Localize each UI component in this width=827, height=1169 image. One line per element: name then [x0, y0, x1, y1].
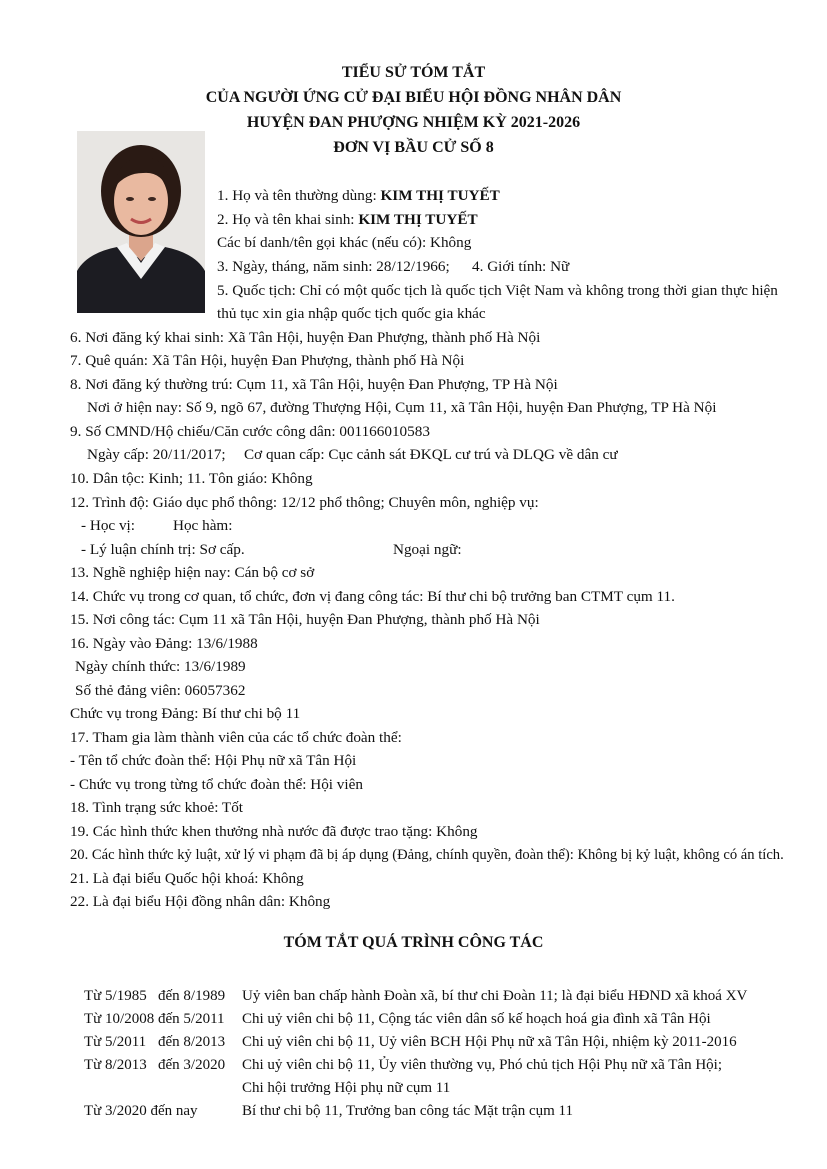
portrait-illustration — [77, 131, 205, 313]
bio-party-card: Số thẻ đảng viên: 06057362 — [75, 682, 246, 699]
bio-aliases: Các bí danh/tên gọi khác (nếu có): Không — [217, 234, 472, 251]
work-row-to: đến 3/2020 — [158, 1057, 226, 1073]
work-row-to: đến 8/1989 — [158, 988, 226, 1004]
bio-birth-registration: 6. Nơi đăng ký khai sinh: Xã Tân Hội, huyện Đan Phượng, thành phố Hà Nội — [70, 329, 541, 346]
bio-id-number: 9. Số CMND/Hộ chiếu/Căn cước công dân: 001166010583 — [70, 423, 430, 440]
bio-party-position: Chức vụ trong Đảng: Bí thư chi bộ 11 — [70, 705, 301, 722]
bio-id-issue-date: Ngày cấp: 20/11/2017; — [87, 446, 226, 463]
work-row-from: Từ 3/2020 đến nay — [84, 1103, 198, 1119]
work-row-from: Từ 10/2008 — [84, 1011, 155, 1027]
bio-birth-name-label: 2. Họ và tên khai sinh: — [217, 211, 359, 228]
work-row-desc: Chi uỷ viên chi bộ 11, Uỷ viên BCH Hội Phụ nữ xã Tân Hội, nhiệm kỳ 2011-2016 — [242, 1034, 737, 1050]
bio-political-theory: - Lý luận chính trị: Sơ cấp. — [81, 541, 245, 558]
doc-title: TIỂU SỬ TÓM TẮT — [341, 64, 486, 81]
bio-common-name — [217, 186, 500, 206]
work-row-to: đến 5/2011 — [158, 1011, 225, 1027]
bio-foreign-language: Ngoại ngữ: — [393, 541, 462, 558]
bio-peoples-council: 22. Là đại biểu Hội đồng nhân dân: Không — [70, 893, 331, 910]
bio-common-name-label: 1. Họ và tên thường dùng: — [217, 187, 381, 204]
bio-organization-name: - Tên tổ chức đoàn thể: Hội Phụ nữ xã Tân Hội — [70, 752, 357, 769]
work-row-desc-cont: Chi hội trưởng Hội phụ nữ cụm 11 — [242, 1080, 451, 1096]
work-row-from: Từ 8/2013 — [84, 1057, 147, 1073]
bio-birth-name — [217, 210, 478, 230]
bio-position: 14. Chức vụ trong cơ quan, tổ chức, đơn vị đang công tác: Bí thư chi bộ trưởng ban CTMT cụm 11. — [70, 588, 675, 605]
work-row-to: đến 8/2013 — [158, 1034, 226, 1050]
work-row-desc: Chi uỷ viên chi bộ 11, Ủy viên thường vụ, Phó chủ tịch Hội Phụ nữ xã Tân Hội; — [242, 1057, 722, 1073]
bio-awards: 19. Các hình thức khen thưởng nhà nước đã được trao tặng: Không — [70, 823, 478, 840]
bio-national-assembly: 21. Là đại biểu Quốc hội khoá: Không — [70, 870, 304, 887]
doc-subtitle-1: CỦA NGƯỜI ỨNG CỬ ĐẠI BIỂU HỘI ĐỒNG NHÂN DÂN — [205, 89, 622, 106]
work-row-from: Từ 5/1985 — [84, 988, 147, 1004]
portrait-photo — [77, 131, 205, 313]
bio-degree: - Học vị: — [81, 517, 135, 534]
bio-nationality-cont: thủ tục xin gia nhập quốc tịch quốc gia khác — [217, 305, 486, 322]
work-row-from: Từ 5/2011 — [84, 1034, 147, 1050]
bio-hometown: 7. Quê quán: Xã Tân Hội, huyện Đan Phượng, thành phố Hà Nội — [70, 352, 465, 369]
doc-subtitle-2: HUYỆN ĐAN PHƯỢNG NHIỆM KỲ 2021-2026 — [246, 114, 581, 131]
work-row-desc: Uỷ viên ban chấp hành Đoàn xã, bí thư chi Đoàn 11; là đại biểu HĐND xã khoá XV — [242, 988, 748, 1004]
bio-ethnicity-religion: 10. Dân tộc: Kinh; 11. Tôn giáo: Không — [70, 470, 313, 487]
bio-organizations: 17. Tham gia làm thành viên của các tổ chức đoàn thể: — [70, 729, 402, 746]
work-row-desc: Bí thư chi bộ 11, Trưởng ban công tác Mặt trận cụm 11 — [242, 1103, 573, 1119]
bio-health: 18. Tình trạng sức khoẻ: Tốt — [70, 799, 244, 816]
bio-education: 12. Trình độ: Giáo dục phổ thông: 12/12 phổ thông; Chuyên môn, nghiệp vụ: — [70, 494, 539, 511]
bio-academic-title: Học hàm: — [173, 517, 233, 534]
bio-occupation: 13. Nghề nghiệp hiện nay: Cán bộ cơ sở — [70, 564, 315, 581]
doc-subtitle-3: ĐƠN VỊ BẦU CỬ SỐ 8 — [333, 139, 494, 156]
bio-common-name-value: KIM THỊ TUYẾT — [380, 187, 500, 204]
bio-birthdate: 3. Ngày, tháng, năm sinh: 28/12/1966; — [217, 258, 450, 275]
bio-id-issuer: Cơ quan cấp: Cục cảnh sát ĐKQL cư trú và DLQG về dân cư — [244, 446, 618, 463]
work-history-title: TÓM TẮT QUÁ TRÌNH CÔNG TÁC — [283, 934, 544, 951]
bio-birth-name-value: KIM THỊ TUYẾT — [358, 211, 478, 228]
bio-discipline: 20. Các hình thức kỷ luật, xử lý vi phạm đã bị áp dụng (Đảng, chính quyền, đoàn thể): Không bị kỷ luật, không có án tích. — [70, 847, 784, 863]
bio-party-join-date: 16. Ngày vào Đảng: 13/6/1988 — [70, 635, 258, 652]
bio-organization-role: - Chức vụ trong từng tổ chức đoàn thể: Hội viên — [70, 776, 363, 793]
bio-nationality: 5. Quốc tịch: Chỉ có một quốc tịch là quốc tịch Việt Nam và không trong thời gian thực hiện — [217, 282, 778, 299]
work-row-desc: Chi uỷ viên chi bộ 11, Cộng tác viên dân số kế hoạch hoá gia đình xã Tân Hội — [242, 1011, 711, 1027]
bio-party-official-date: Ngày chính thức: 13/6/1989 — [75, 658, 246, 675]
bio-permanent-residence: 8. Nơi đăng ký thường trú: Cụm 11, xã Tân Hội, huyện Đan Phượng, TP Hà Nội — [70, 376, 558, 393]
bio-workplace: 15. Nơi công tác: Cụm 11 xã Tân Hội, huyện Đan Phượng, thành phố Hà Nội — [70, 611, 540, 628]
bio-current-address: Nơi ở hiện nay: Số 9, ngõ 67, đường Thượng Hội, Cụm 11, xã Tân Hội, huyện Đan Phượng, TP Hà Nội — [87, 399, 717, 416]
bio-gender: 4. Giới tính: Nữ — [472, 258, 570, 275]
